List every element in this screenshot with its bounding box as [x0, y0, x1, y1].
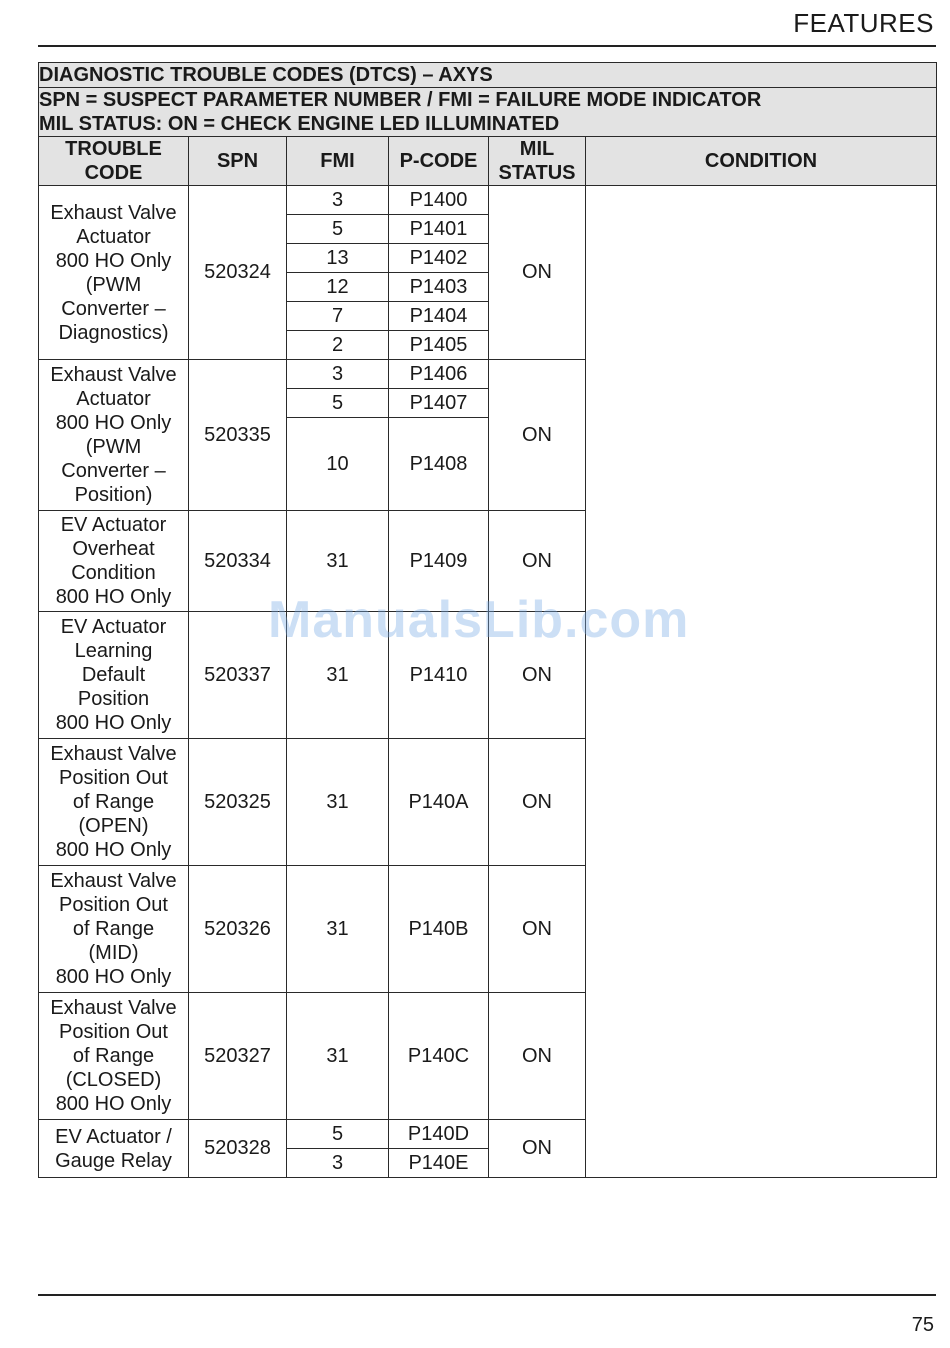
- trouble-code-line: (PWM: [85, 436, 142, 458]
- subtitle-line-2: MIL STATUS: ON = CHECK ENGINE LED ILLUMINATED: [39, 113, 560, 135]
- pcode-cell: P1407: [389, 389, 489, 418]
- mil-status-cell: ON: [489, 612, 586, 739]
- header-mil-status: [489, 137, 586, 186]
- trouble-code-line: 800 HO Only: [55, 1093, 172, 1115]
- fmi-cell: 12: [287, 273, 389, 302]
- fmi-cell: 3: [287, 360, 389, 389]
- trouble-code-line: (PWM: [85, 273, 142, 296]
- pcode-cell: P140B: [389, 866, 489, 993]
- column-header-row: [39, 137, 937, 186]
- pcode-cell: P1404: [389, 302, 489, 331]
- pcode-cell: P1410: [389, 612, 489, 739]
- fmi-cell: 31: [287, 511, 389, 612]
- fmi-cell: 3: [287, 1149, 389, 1178]
- fmi-cell: 31: [287, 993, 389, 1120]
- trouble-code-line: Exhaust Valve: [50, 364, 177, 386]
- pcode-cell: P140C: [389, 993, 489, 1120]
- trouble-code-line: Position Out: [59, 1021, 168, 1043]
- trouble-code-line: Converter –: [61, 460, 166, 482]
- trouble-code-line: Position Out: [59, 894, 168, 916]
- mil-status-cell: ON: [489, 993, 586, 1120]
- trouble-code-cell: [39, 511, 189, 612]
- fmi-cell: 5: [287, 215, 389, 244]
- trouble-code-line: (MID): [88, 942, 139, 964]
- trouble-code-line: Exhaust Valve: [50, 997, 177, 1019]
- header-trouble-code-line: CODE: [84, 162, 143, 184]
- mil-status-cell: ON: [489, 360, 586, 511]
- page-number: 75: [911, 1314, 934, 1336]
- pcode-cell: P1405: [389, 331, 489, 360]
- trouble-code-line: Converter –: [61, 297, 166, 320]
- mil-status-cell: ON: [489, 186, 586, 360]
- watermark: ManualsLib.com: [268, 591, 690, 649]
- trouble-code-line: (CLOSED): [65, 1069, 162, 1091]
- fmi-cell: 31: [287, 739, 389, 866]
- pcode-cell: P1402: [389, 244, 489, 273]
- spn-cell: 520335: [189, 360, 287, 511]
- trouble-code-line: EV Actuator: [60, 514, 167, 536]
- header-spn: SPN: [189, 137, 287, 186]
- fmi-cell: 7: [287, 302, 389, 331]
- trouble-code-line: 800 HO Only: [55, 249, 172, 272]
- trouble-code-line: Position Out: [59, 767, 168, 789]
- trouble-code-line: Diagnostics): [58, 321, 169, 344]
- trouble-code-line: (OPEN): [78, 815, 149, 837]
- spn-cell: 520327: [189, 993, 287, 1120]
- trouble-code-cell: [39, 739, 189, 866]
- trouble-code-line: Condition: [71, 562, 156, 584]
- mil-status-cell: ON: [489, 511, 586, 612]
- trouble-code-line: Exhaust Valve: [50, 870, 177, 892]
- pcode-cell: P1403: [389, 273, 489, 302]
- header-rule: [38, 45, 936, 47]
- trouble-code-cell: [39, 1120, 189, 1178]
- trouble-code-line: Overheat: [72, 538, 155, 560]
- fmi-cell: 3: [287, 186, 389, 215]
- spn-cell: 520325: [189, 739, 287, 866]
- header-mil-line: MIL: [519, 138, 555, 160]
- spn-cell: 520337: [189, 612, 287, 739]
- trouble-code-line: Exhaust Valve: [50, 743, 177, 765]
- table-title: DIAGNOSTIC TROUBLE CODES (DTCS) – AXYS: [39, 63, 937, 88]
- pcode-cell: P1408: [389, 418, 489, 511]
- header-trouble-code-line: TROUBLE: [65, 138, 162, 160]
- pcode-cell: P1400: [389, 186, 489, 215]
- pcode-cell: P140D: [389, 1120, 489, 1149]
- fmi-cell: 2: [287, 331, 389, 360]
- trouble-code-cell: [39, 612, 189, 739]
- trouble-code-cell: [39, 993, 189, 1120]
- fmi-cell: 10: [287, 418, 389, 511]
- fmi-cell: 5: [287, 1120, 389, 1149]
- trouble-code-line: Position): [74, 484, 153, 506]
- trouble-code-line: Exhaust Valve: [50, 201, 177, 224]
- trouble-code-line: EV Actuator: [60, 616, 167, 638]
- trouble-code-line: 800 HO Only: [55, 712, 172, 734]
- section-title: FEATURES: [793, 8, 934, 38]
- trouble-code-line: 800 HO Only: [55, 412, 172, 434]
- trouble-code-line: EV Actuator /: [55, 1125, 172, 1148]
- footer-rule: [38, 1294, 936, 1296]
- subtitle-line-1: SPN = SUSPECT PARAMETER NUMBER / FMI = FAILURE MODE INDICATOR: [39, 89, 762, 111]
- fmi-cell: 5: [287, 389, 389, 418]
- pcode-cell: P140E: [389, 1149, 489, 1178]
- table-subtitle: [39, 88, 937, 137]
- fmi-cell: 31: [287, 866, 389, 993]
- spn-cell: 520334: [189, 511, 287, 612]
- fmi-cell: 13: [287, 244, 389, 273]
- header-fmi: FMI: [287, 137, 389, 186]
- mil-status-cell: ON: [489, 1120, 586, 1178]
- fmi-cell: 31: [287, 612, 389, 739]
- trouble-code-line: of Range: [72, 1045, 155, 1067]
- trouble-code-line: of Range: [72, 791, 155, 813]
- table-subtitle-row: [39, 88, 937, 137]
- trouble-code-line: Learning: [74, 640, 153, 662]
- trouble-code-line: 800 HO Only: [55, 966, 172, 988]
- trouble-code-line: 800 HO Only: [55, 586, 172, 608]
- mil-status-cell: ON: [489, 739, 586, 866]
- trouble-code-line: Actuator: [76, 388, 151, 410]
- pcode-cell: P1406: [389, 360, 489, 389]
- trouble-code-line: Default: [81, 664, 146, 686]
- pcode-cell: P1401: [389, 215, 489, 244]
- spn-cell: 520326: [189, 866, 287, 993]
- header-condition: CONDITION: [586, 137, 937, 186]
- spn-cell: 520328: [189, 1120, 287, 1178]
- header-trouble-code: [39, 137, 189, 186]
- mil-status-cell: ON: [489, 866, 586, 993]
- table-body: [39, 186, 937, 1178]
- trouble-code-cell: [39, 866, 189, 993]
- condition-cell: [586, 186, 937, 1178]
- spn-cell: 520324: [189, 186, 287, 360]
- table-row: [39, 186, 937, 215]
- header-mil-line: STATUS: [498, 162, 576, 184]
- trouble-code-line: 800 HO Only: [55, 839, 172, 861]
- trouble-code-line: Gauge Relay: [55, 1149, 172, 1172]
- trouble-code-cell: [39, 186, 189, 360]
- trouble-code-line: Actuator: [76, 225, 151, 248]
- trouble-code-cell: [39, 360, 189, 511]
- dtc-table: [38, 62, 937, 1178]
- table-title-row: [39, 63, 937, 88]
- pcode-cell: P140A: [389, 739, 489, 866]
- trouble-code-line: Position: [77, 688, 150, 710]
- trouble-code-line: of Range: [72, 918, 155, 940]
- pcode-cell: P1409: [389, 511, 489, 612]
- header-pcode: P-CODE: [389, 137, 489, 186]
